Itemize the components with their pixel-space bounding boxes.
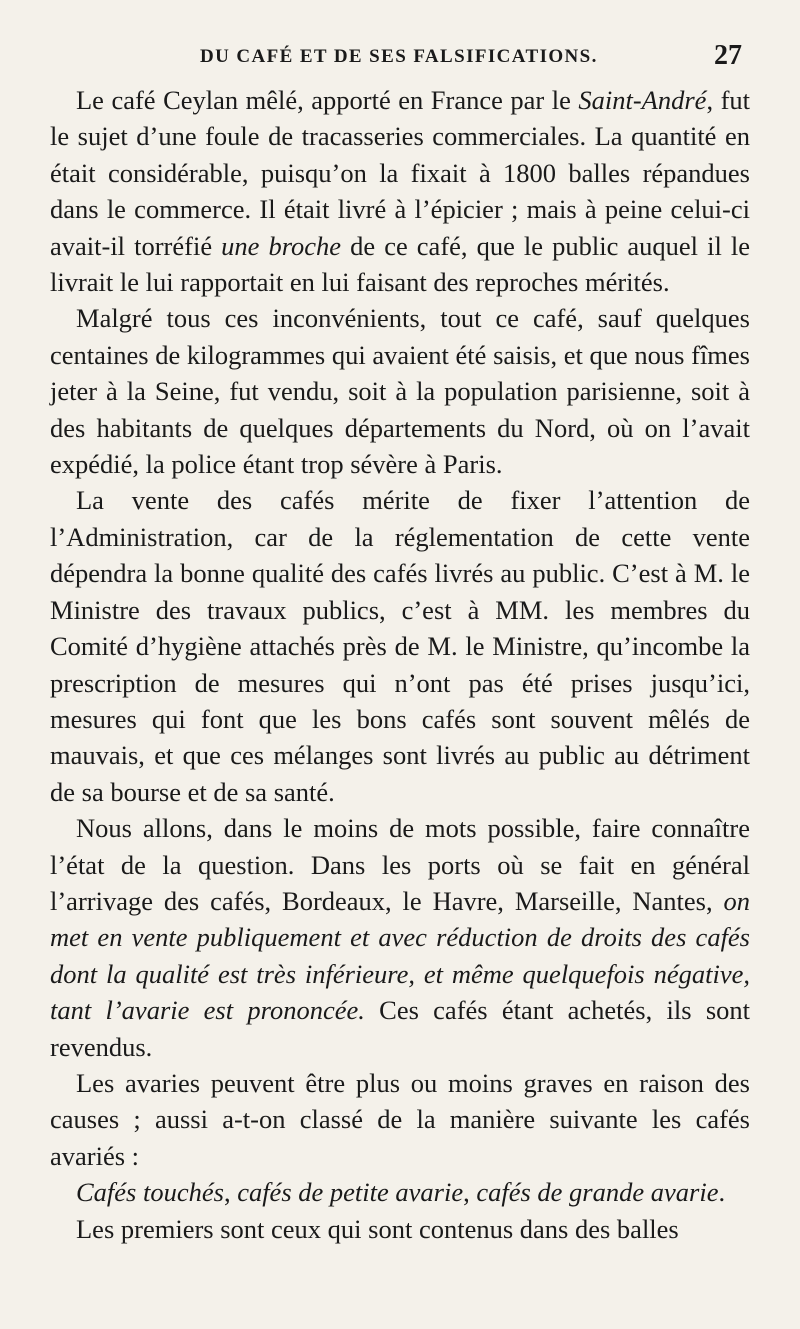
paragraph	[50, 482, 750, 810]
text-segment: ,	[223, 1177, 238, 1208]
italic-segment: cafés de grande avarie	[476, 1177, 719, 1208]
paragraph	[50, 1211, 750, 1247]
page-number: 27	[714, 40, 742, 71]
paragraph	[50, 810, 750, 1065]
italic-segment: cafés de petite avarie	[237, 1177, 464, 1208]
text-segment: Malgré tous ces inconvénients, tout ce café, sauf quelques centaines de kilogrammes qui avaient été saisis, et que nous fîmes jeter à la Seine, fut vendu, soit à la population parisienne, soit à des habitants de quelques départements du Nord, où on l’avait expédié, la police étant trop sévère à Paris.	[50, 303, 750, 480]
paragraph	[50, 1065, 750, 1174]
text-segment: Les avaries peuvent être plus ou moins graves en raison des causes ; aussi a-t-on classé de la manière suivante les cafés avariés :	[50, 1067, 750, 1171]
text-segment: La vente des cafés mérite de fixer l’attention de l’Administration, car de la réglementation de cette vente dépendra la bonne qualité des cafés livrés au public. C’est à M. le Ministre des travaux publics, c’est à MM. les membres du Comité d’hygiène attachés près de M. le Ministre, qu’incombe la prescription de mesures qui n’ont pas été prises jusqu’ici, mesures qui font que les bons cafés sont souvent mêlés de mauvais, et que ces mélanges sont livrés au public au détriment de sa bourse et de sa santé.	[50, 485, 750, 807]
paragraph	[50, 300, 750, 482]
body-text	[50, 82, 750, 1247]
running-title: DU CAFÉ ET DE SES FALSIFICATIONS.	[200, 46, 598, 67]
text-segment: de ce café, que le public auquel il le livrait le lui rapportait en lui faisant des reproches mérités.	[50, 230, 750, 298]
italic-segment: une broche	[221, 230, 342, 261]
text-segment: ,	[463, 1177, 477, 1208]
italic-segment: Saint-André	[578, 85, 707, 115]
italic-segment: on met en vente publiquement et avec réduction de droits des cafés dont la qualité est très inférieure, et même quelquefois négative, tant l’avarie est prononcée.	[50, 885, 750, 1026]
text-segment: Ces cafés étant achetés, ils sont revendus.	[50, 995, 751, 1062]
text-segment: Les premiers sont ceux qui sont contenus dans des balles	[76, 1213, 679, 1244]
text-segment: .	[718, 1177, 726, 1208]
text-segment: Nous allons, dans le moins de mots possible, faire connaître l’état de la question. Dans les ports où se fait en général l’arrivage des cafés, Bordeaux, le Havre, Marseille, Nantes,	[50, 813, 750, 916]
text-segment: , fut le sujet d’une foule de tracasseries commerciales. La quantité en était considérable, puisqu’on la fixait à 1800 balles répandues dans le commerce. Il était livré à l’épicier ; mais à peine celui-ci avait-il torréfié	[50, 85, 751, 261]
page-header	[50, 40, 750, 78]
avarie-categories-line	[50, 1174, 750, 1210]
text-segment: Le café Ceylan mêlé, apporté en France par le	[76, 85, 579, 115]
paragraph	[50, 82, 750, 300]
italic-segment: Cafés touchés	[76, 1177, 224, 1208]
